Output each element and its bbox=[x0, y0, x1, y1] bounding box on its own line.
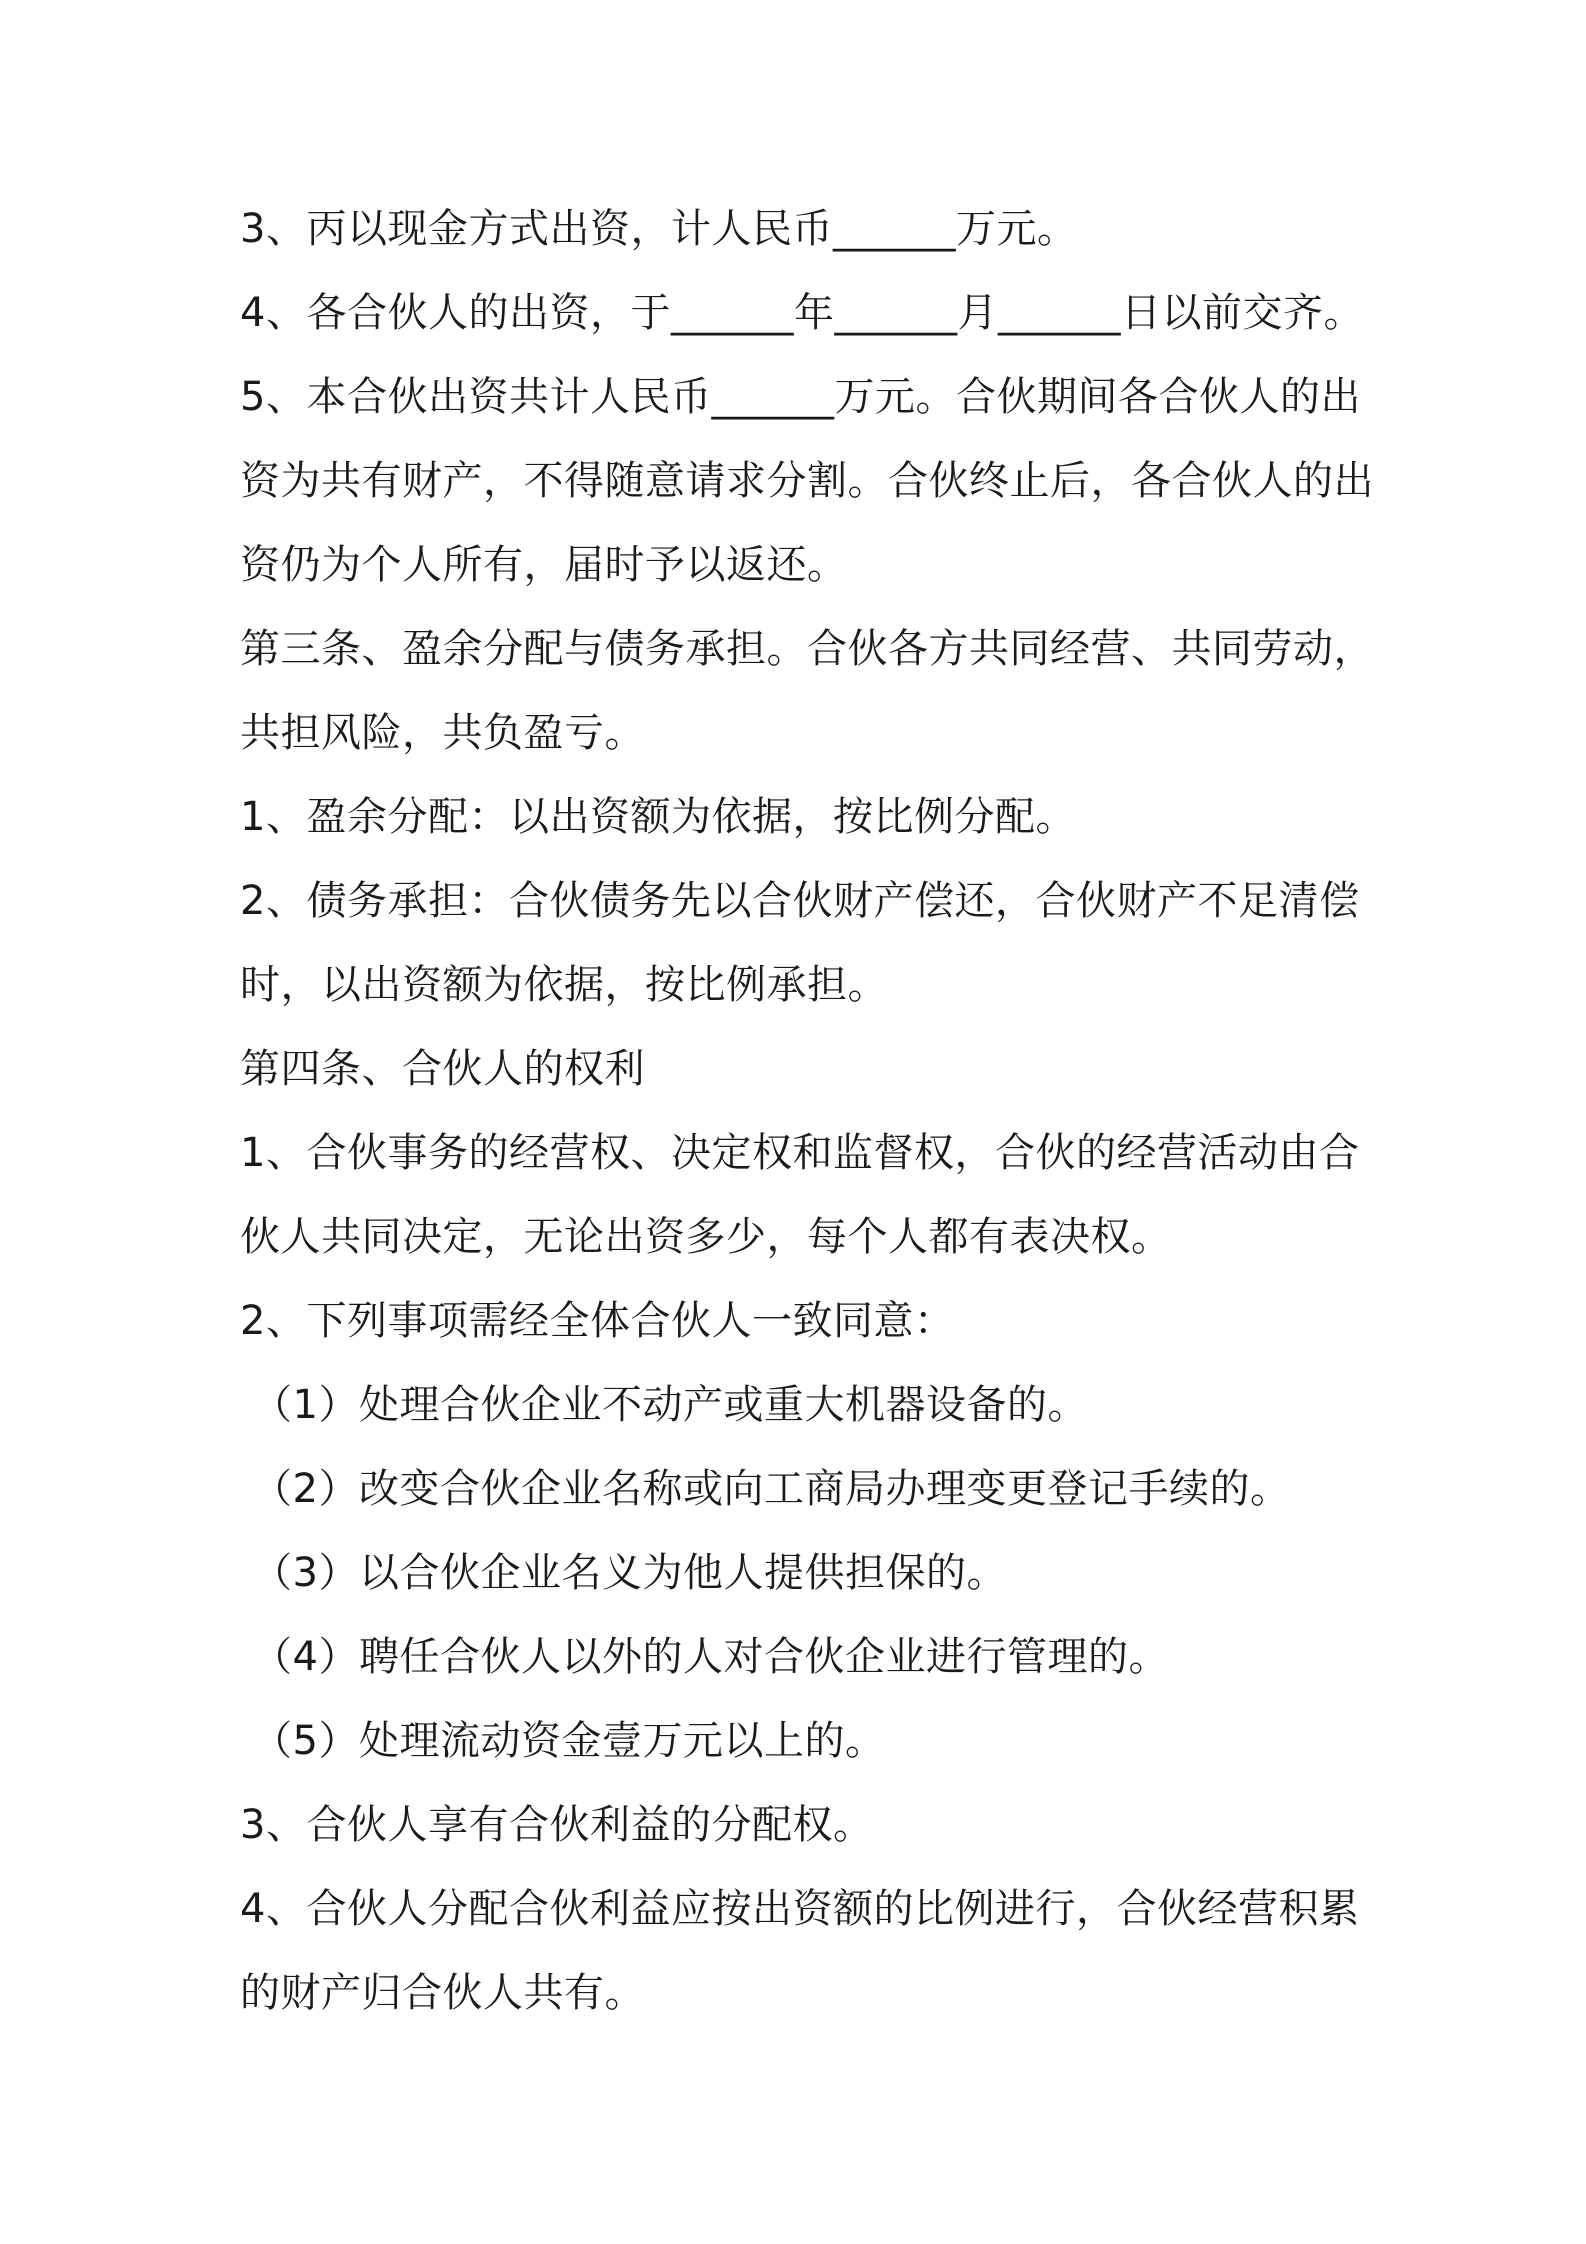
text-line: 3、丙以现金方式出资，计人民币______万元。 bbox=[240, 206, 1078, 252]
section-heading: 第四条、合伙人的权利 bbox=[240, 1046, 645, 1092]
text-line: 共担风险，共负盈亏。 bbox=[240, 710, 645, 756]
text-line: 1、盈余分配：以出资额为依据，按比例分配。 bbox=[240, 794, 1076, 840]
text-line: 4、合伙人分配合伙利益应按出资额的比例进行，合伙经营积累 bbox=[240, 1886, 1360, 1932]
text-line: 2、债务承担：合伙债务先以合伙财产偿还，合伙财产不足清偿 bbox=[240, 878, 1360, 924]
text-line: 资仍为个人所有，届时予以返还。 bbox=[240, 542, 848, 588]
text-line: 5、本合伙出资共计人民币______万元。合伙期间各合伙人的出 bbox=[240, 374, 1361, 420]
text-line: 3、合伙人享有合伙利益的分配权。 bbox=[240, 1802, 874, 1848]
section-heading: 第三条、盈余分配与债务承担。合伙各方共同经营、共同劳动， bbox=[240, 626, 1374, 672]
text-line: 的财产归合伙人共有。 bbox=[240, 1970, 645, 2016]
text-line: 2、下列事项需经全体合伙人一致同意： bbox=[240, 1298, 955, 1344]
list-item: （3）以合伙企业名义为他人提供担保的。 bbox=[252, 1550, 1007, 1596]
list-item: （1）处理合伙企业不动产或重大机器设备的。 bbox=[252, 1382, 1088, 1428]
list-item: （2）改变合伙企业名称或向工商局办理变更登记手续的。 bbox=[252, 1466, 1291, 1512]
text-line: 时，以出资额为依据，按比例承担。 bbox=[240, 962, 888, 1008]
list-item: （4）聘任合伙人以外的人对合伙企业进行管理的。 bbox=[252, 1634, 1169, 1680]
text-line: 1、合伙事务的经营权、决定权和监督权，合伙的经营活动由合 bbox=[240, 1130, 1360, 1176]
text-line: 4、各合伙人的出资，于______年______月______日以前交齐。 bbox=[240, 290, 1364, 336]
list-item: （5）处理流动资金壹万元以上的。 bbox=[252, 1718, 886, 1764]
text-line: 伙人共同决定，无论出资多少，每个人都有表决权。 bbox=[240, 1214, 1172, 1260]
text-line: 资为共有财产，不得随意请求分割。合伙终止后，各合伙人的出 bbox=[240, 458, 1374, 504]
